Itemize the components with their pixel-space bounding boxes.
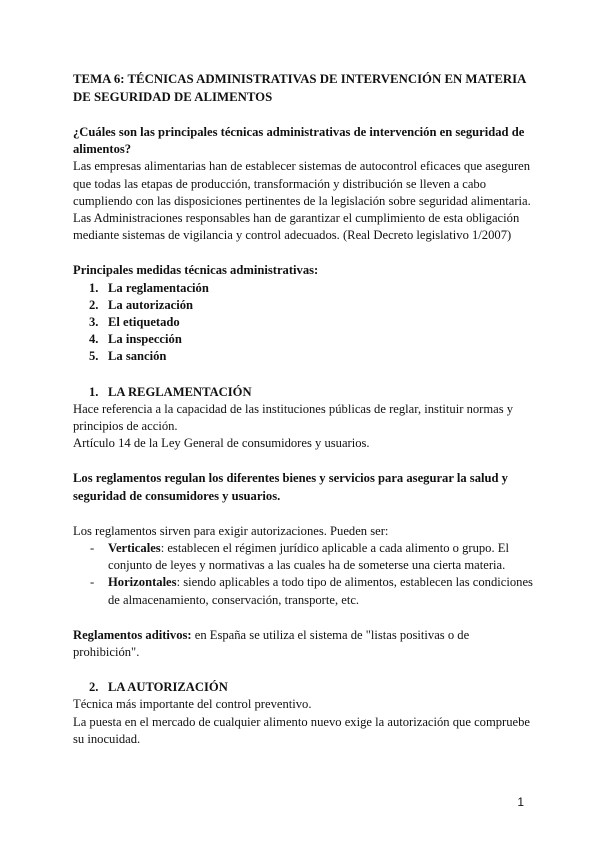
list-item: 3. El etiquetado <box>89 315 180 330</box>
section-heading-reglamentacion: 1. LA REGLAMENTACIÓN <box>89 384 252 399</box>
reglamentacion-paragraph-2: Artículo 14 de la Ley General de consumidores y usuarios. <box>73 436 370 451</box>
autorizacion-paragraph-1: Técnica más importante del control preventivo. <box>73 697 312 712</box>
measures-heading: Principales medidas técnicas administrativas: <box>73 263 319 278</box>
reglamentacion-paragraph-1: Hace referencia a la capacidad de las instituciones públicas de reglar, instituir normas y principios de acción. <box>73 401 514 434</box>
intro-paragraph-2: Las Administraciones responsables han de garantizar el cumplimiento de esta obligación mediante sistemas de vigilancia y control adecuados. (Real Decreto legislativo 1/2007) <box>73 211 520 243</box>
list-item: 4. La inspección <box>89 332 182 347</box>
autorizacion-paragraph-2: La puesta en el mercado de cualquier alimento nuevo exige la autorización que compruebe su inocuidad. <box>73 714 531 746</box>
list-item: - Horizontales: siendo aplicables a todo tipo de alimentos, establecen las condiciones de almacenamiento, conservación, transporte, etc. <box>90 575 533 607</box>
list-item: 5. La sanción <box>89 349 167 364</box>
reglamentos-intro: Los reglamentos sirven para exigir autorizaciones. Pueden ser: <box>73 523 389 538</box>
intro-paragraph-1: Las empresas alimentarias han de establecer sistemas de autocontrol eficaces que aseguren que todas las etapas de producción, transformación y distribución se lleven a cabo cumpliendo con las disposiciones pertinentes de la legislación sobre seguridad alimentaria. <box>73 159 531 208</box>
list-item: 1. La reglamentación <box>89 280 209 295</box>
document-page <box>73 70 533 748</box>
measures-list <box>73 280 533 366</box>
page-number: 1 <box>517 795 524 809</box>
list-item: - Verticales: establecen el régimen jurídico aplicable a cada alimento o grupo. El conjunto de leyes y normativas a las cuales ha de someterse una cierta materia. <box>90 541 509 573</box>
aditivos-paragraph: Reglamentos aditivos: en España se utiliza el sistema de "listas positivas o de prohibición". <box>73 627 470 660</box>
reglamentos-types-list <box>73 540 533 609</box>
question-heading: ¿Cuáles son las principales técnicas administrativas de intervención en seguridad de alimentos? <box>73 125 525 157</box>
section-heading-autorizacion: 2. LA AUTORIZACIÓN <box>89 680 228 695</box>
reglamentos-bold-paragraph: Los reglamentos regulan los diferentes bienes y servicios para asegurar la salud y seguridad de consumidores y usuarios. <box>73 471 508 503</box>
list-item: 2. La autorización <box>89 297 194 312</box>
document-title: TEMA 6: TÉCNICAS ADMINISTRATIVAS DE INTERVENCIÓN EN MATERIA DE SEGURIDAD DE ALIMENTOS <box>73 72 526 104</box>
